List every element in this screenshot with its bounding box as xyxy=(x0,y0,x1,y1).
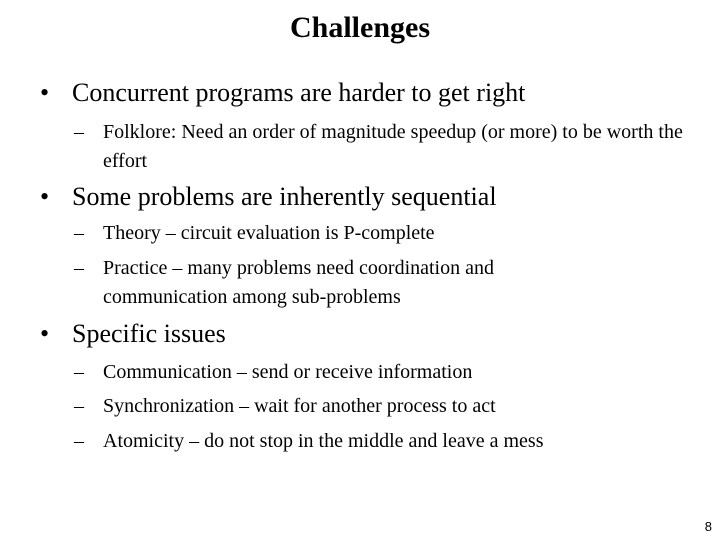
sub-bullet-text: Atomicity – do not stop in the middle and leave a mess xyxy=(103,430,544,452)
sub-bullet-2-2 xyxy=(74,254,583,312)
bullet-marker: • xyxy=(40,319,50,348)
bullet-text: Concurrent programs are harder to get right xyxy=(72,78,526,107)
bullet-text: Specific issues xyxy=(72,319,226,348)
sub-bullet-3-1 xyxy=(74,358,703,387)
bullet-2 xyxy=(40,181,497,213)
sub-bullet-1-1 xyxy=(74,118,683,176)
bullet-3 xyxy=(40,318,226,350)
sub-bullet-marker: – xyxy=(74,430,84,452)
sub-bullet-text: Synchronization – wait for another process to act xyxy=(103,395,496,417)
sub-bullet-text: Theory – circuit evaluation is P-complete xyxy=(103,222,435,244)
sub-bullet-marker: – xyxy=(74,257,84,279)
bullet-1 xyxy=(40,77,525,109)
sub-bullet-marker: – xyxy=(74,222,84,244)
sub-bullet-text: Folklore: Need an order of magnitude speedup (or more) to be worth the effort xyxy=(103,121,683,172)
bullet-text: Some problems are inherently sequential xyxy=(72,182,497,211)
sub-bullet-2-1 xyxy=(74,219,703,248)
sub-bullet-text: Communication – send or receive information xyxy=(103,361,473,383)
sub-bullet-text: Practice – many problems need coordination and communication among sub-problems xyxy=(103,257,494,308)
sub-bullet-3-2 xyxy=(74,392,703,421)
sub-bullet-marker: – xyxy=(74,121,84,143)
sub-bullet-3-3 xyxy=(74,427,703,456)
sub-bullet-marker: – xyxy=(74,361,84,383)
sub-bullet-marker: – xyxy=(74,395,84,417)
page-number: 8 xyxy=(704,519,712,534)
bullet-marker: • xyxy=(40,78,50,107)
bullet-marker: • xyxy=(40,182,50,211)
slide-title: Challenges xyxy=(289,11,430,44)
